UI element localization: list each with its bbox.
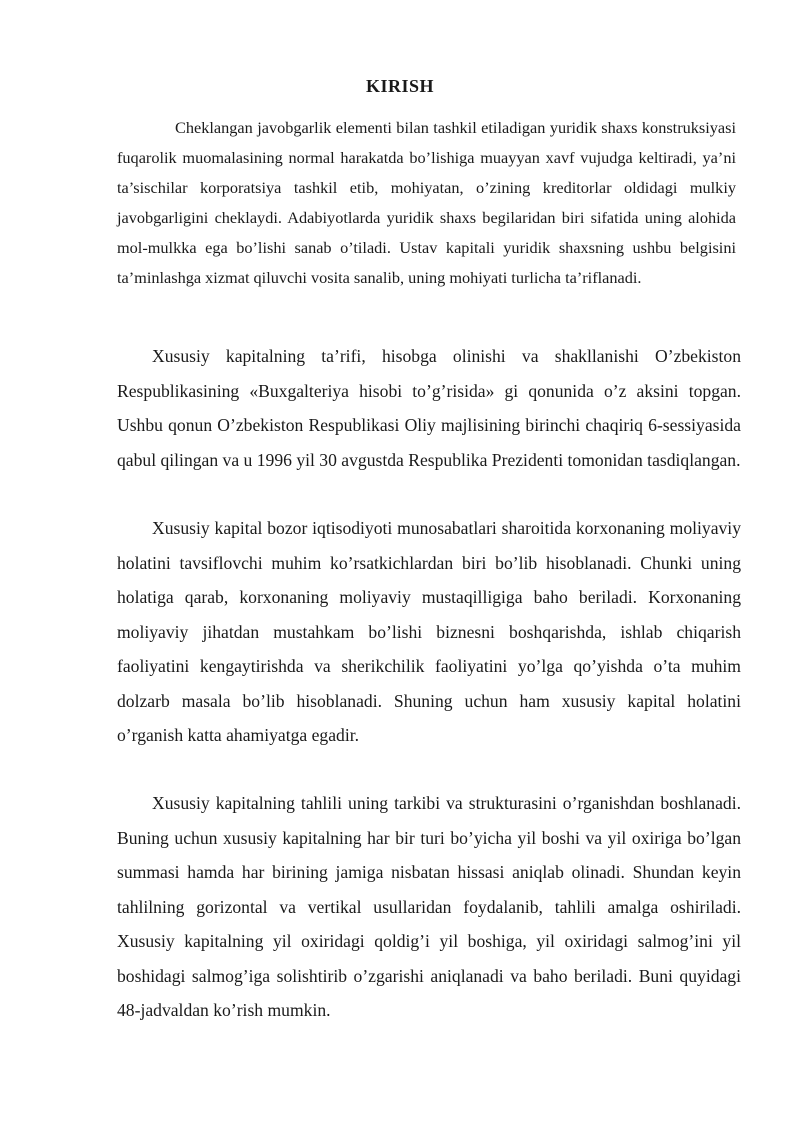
body-paragraph: Xususiy kapital bozor iqtisodiyoti munosabatlari sharoitida korxonaning moliyaviy holatini tavsiflovchi muhim ko’rsatkichlardan biri bo’lib hisoblanadi. Chunki uning holatiga qarab, korxonaning moliyaviy mustaqilligiga baho beriladi. Korxonaning moliyaviy jihatdan mustahkam bo’lishi biznesni boshqarishda, ishlab chiqarish faoliyatini kengaytirishda va sherikchilik faoliyatini yo’lga qo’yishda o’ta muhim dolzarb masala bo’lib hisoblanadi. Shuning uchun ham xususiy kapital holatini o’rganish katta ahamiyatga egadir. bbox=[117, 518, 741, 745]
intro-paragraph: Cheklangan javobgarlik elementi bilan tashkil etiladigan yuridik shaxs konstruksiyasi fuqarolik muomalasining normal harakatda bo’lishiga muayyan xavf vujudga keltiradi, ya’ni ta’sischilar korporatsiya tashkil etib, mohiyatan, o’zining kreditorlar oldidagi mulkiy javobgarligini cheklaydi. Adabiyotlarda yuridik shaxs begilaridan biri sifatida uning alohida mol-mulkka ega bo’lishi sanab o’tiladi. Ustav kapitali yuridik shaxsning ushbu belgisini ta’minlashga xizmat qiluvchi vosita sanalib, uning mohiyati turlicha ta’riflanadi. bbox=[117, 118, 736, 287]
body-paragraph: Xususiy kapitalning tahlili uning tarkibi va strukturasini o’rganishdan boshlanadi. Buning uchun xususiy kapitalning har bir turi bo’yicha yil boshi va yil oxiriga bo’lgan summasi hamda har birining jamiga nisbatan hissasi aniqlab olinadi. Shundan keyin tahlilning gorizontal va vertikal usullaridan foydalanib, tahlili amalga oshiriladi. Xususiy kapitalning yil oxiridagi qoldig’i yil boshiga, yil oxiridagi salmog’ini yil boshidagi salmog’iga solishtirib o’zgarishi aniqlanadi va baho beriladi. Buni quyidagi 48-jadvaldan ko’rish mumkin. bbox=[117, 793, 741, 1020]
page-title: KIRISH bbox=[365, 76, 435, 96]
body-paragraph: Xususiy kapitalning ta’rifi, hisobga olinishi va shakllanishi O’zbekiston Respublikasining «Buxgalteriya hisobi to’g’risida» gi qonunida o’z aksini topgan. Ushbu qonun O’zbekiston Respublikasi Oliy majlisining birinchi chaqiriq 6-sessiyasida qabul qilingan va u 1996 yil 30 avgustda Respublika Prezidenti tomonidan tasdiqlangan. bbox=[117, 346, 741, 470]
